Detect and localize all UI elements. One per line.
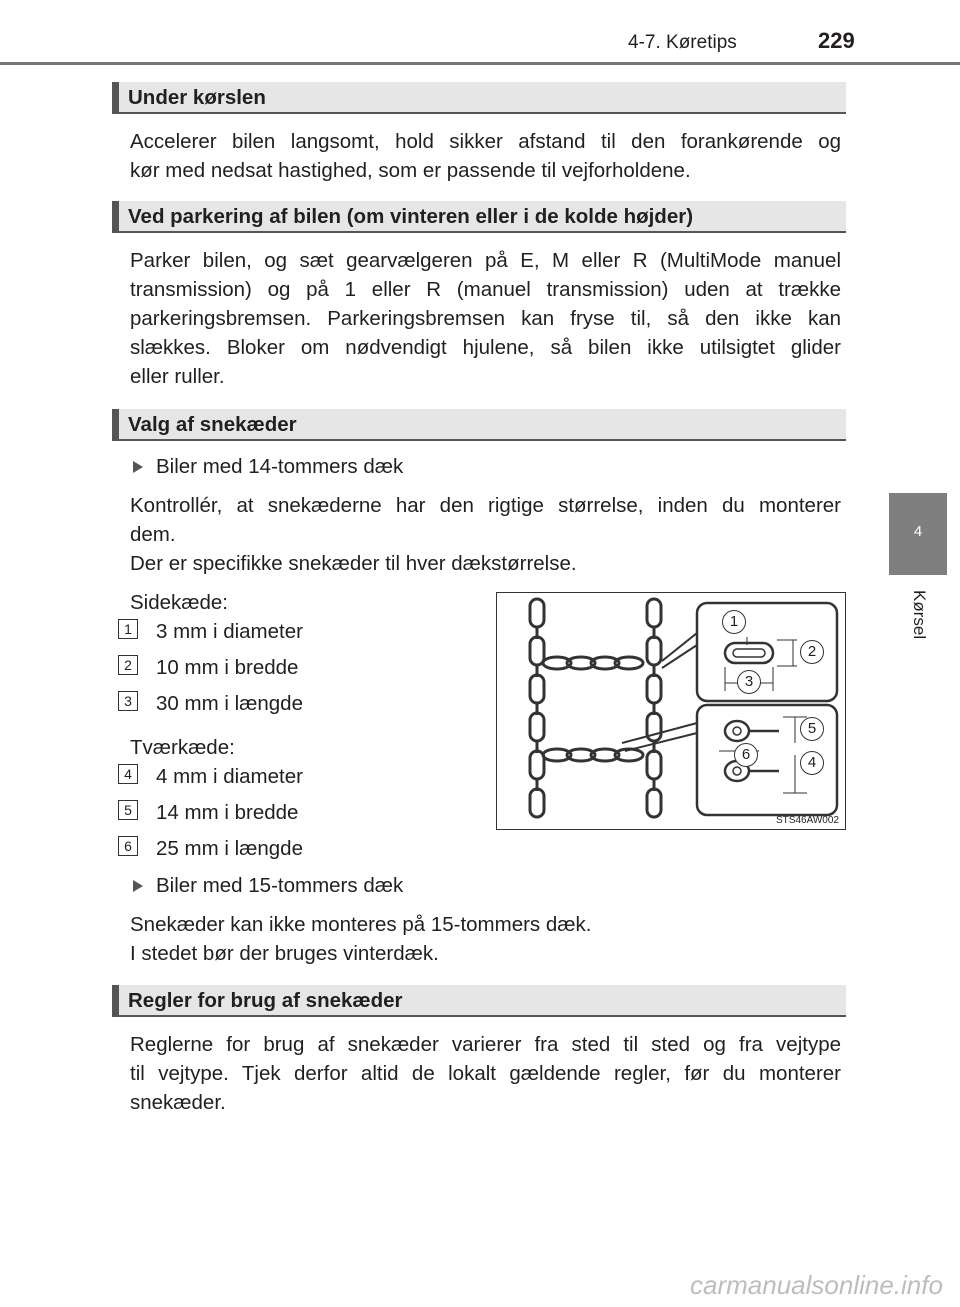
section-marker (112, 82, 119, 112)
subheading-14-inch: Biler med 14-tommers dæk (156, 455, 404, 478)
chapter-tab-lower (889, 580, 947, 650)
spec-item: 14 mm i bredde (156, 801, 299, 824)
chapter-title: 4-7. Køretips (628, 32, 737, 53)
section-title: Under kørslen (128, 86, 266, 109)
section-title: Regler for brug af snekæder (128, 989, 403, 1012)
parking-paragraph (130, 246, 841, 391)
section-header-driving (112, 82, 846, 114)
text-line: Parker bilen, og sæt gearvælgeren på E, M eller R (MultiMode manuel (130, 249, 841, 272)
section-header-parking (112, 201, 846, 233)
text-line: til vejtype. Tjek derfor altid de lokalt gældende regler, før du monterer (130, 1062, 841, 1085)
callout-number: 2 (118, 655, 138, 675)
text-line: dem. (130, 523, 176, 546)
figure-callout: 6 (734, 743, 758, 767)
callout-number: 5 (118, 800, 138, 820)
section-marker (112, 409, 119, 439)
figure-callout: 3 (737, 670, 761, 694)
text-line: Snekæder kan ikke monteres på 15-tommers dæk. (130, 913, 592, 936)
text-line: Accelerer bilen langsomt, hold sikker afstand til den forankørende og (130, 130, 841, 153)
section-title: Ved parkering af bilen (om vinteren eller i de kolde højder) (128, 205, 694, 228)
spec-item: 10 mm i bredde (156, 656, 299, 679)
bullet-triangle-icon (133, 880, 143, 892)
figure-code: STS46AW002 (776, 815, 839, 826)
snow-chain-figure (496, 592, 846, 830)
callout-number: 1 (118, 619, 138, 639)
section-header-rules (112, 985, 846, 1017)
spec-item: 3 mm i diameter (156, 620, 303, 643)
watermark: carmanualsonline.info (690, 1270, 943, 1300)
figure-callout: 5 (800, 717, 824, 741)
text-line: Der er specifikke snekæder til hver dækstørrelse. (130, 552, 577, 575)
spec-item: 25 mm i længde (156, 837, 303, 860)
section-marker (112, 985, 119, 1015)
spec-item: 4 mm i diameter (156, 765, 303, 788)
chapter-tab (889, 493, 947, 575)
chapter-tab-number: 4 (913, 523, 923, 540)
text-line: Reglerne for brug af snekæder varierer fra sted til sted og fra vejtype (130, 1033, 841, 1056)
figure-callout: 1 (722, 610, 746, 634)
text-line: Kontrollér, at snekæderne har den rigtige størrelse, inden du monterer (130, 494, 841, 517)
text-line: transmission) og på 1 eller R (manuel transmission) uden at trække (130, 278, 841, 301)
cross-chain-label: Tværkæde: (130, 736, 235, 759)
chains-paragraph (130, 491, 841, 578)
text-line: slækkes. Bloker om nødvendigt hjulene, så bilen ikke utilsigtet glider (130, 336, 841, 359)
side-chain-label: Sidekæde: (130, 591, 229, 614)
text-line: snekæder. (130, 1091, 226, 1114)
callout-number: 6 (118, 836, 138, 856)
section-title: Valg af snekæder (128, 413, 297, 436)
text-line: I stedet bør der bruges vinterdæk. (130, 942, 439, 965)
text-line: kør med nedsat hastighed, som er passende til vejforholdene. (130, 159, 691, 182)
chapter-tab-label: Kørsel (910, 590, 929, 640)
text-line: eller ruller. (130, 365, 225, 388)
snow-chain-illustration (497, 593, 845, 829)
callout-number: 3 (118, 691, 138, 711)
rules-paragraph (130, 1030, 841, 1117)
figure-callout: 4 (800, 751, 824, 775)
header-rule (0, 62, 960, 65)
chains-15-paragraph (130, 910, 841, 968)
spec-item: 30 mm i længde (156, 692, 303, 715)
section-marker (112, 201, 119, 231)
callout-number: 4 (118, 764, 138, 784)
section-header-chains (112, 409, 846, 441)
bullet-triangle-icon (133, 461, 143, 473)
figure-callout: 2 (800, 640, 824, 664)
subheading-15-inch: Biler med 15-tommers dæk (156, 874, 404, 897)
driving-paragraph (130, 127, 841, 185)
text-line: parkeringsbremsen. Parkeringsbremsen kan fryse til, så den ikke kan (130, 307, 841, 330)
page-number: 229 (818, 28, 855, 53)
